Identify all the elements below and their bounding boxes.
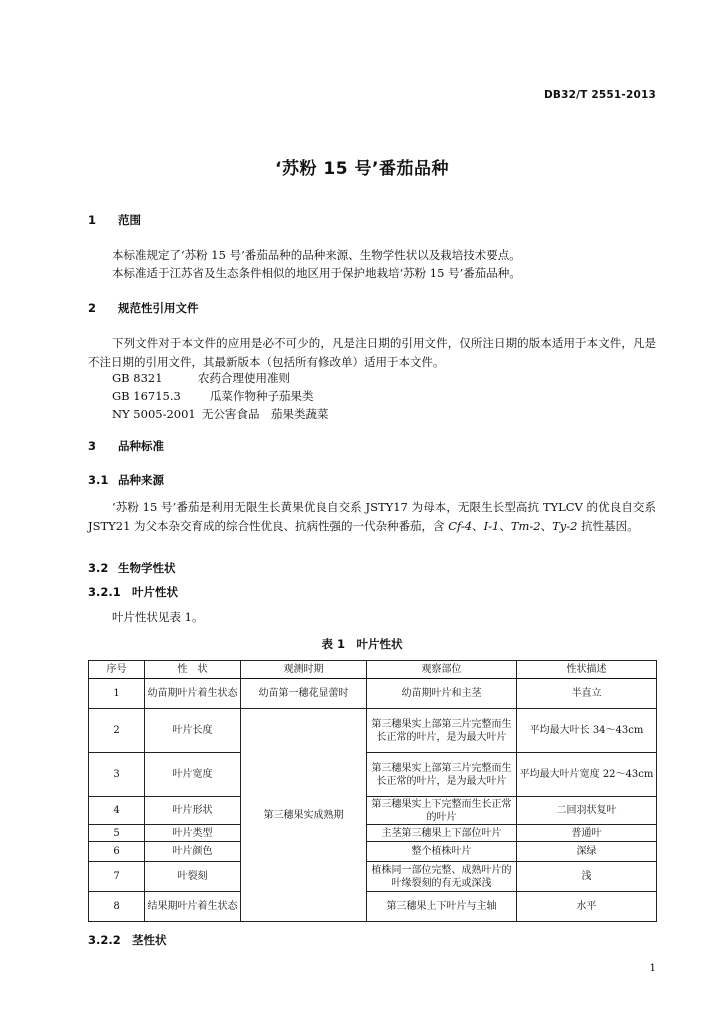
cell-description: 二回羽状复叶 <box>517 797 657 825</box>
section-title: 品种来源 <box>118 473 164 487</box>
section-number: 3.2 <box>88 561 109 575</box>
cell-number: 8 <box>89 892 145 922</box>
page-number: 1 <box>649 962 656 974</box>
cell-trait: 叶片形状 <box>145 797 241 825</box>
gene-name: Ty-2 <box>552 519 578 533</box>
cell-number: 5 <box>89 825 145 842</box>
cell-description: 平均最大叶长 34～43cm <box>517 709 657 753</box>
cell-number: 4 <box>89 797 145 825</box>
section-number: 2 <box>88 301 97 315</box>
table-caption: 表 1 叶片性状 <box>321 637 403 651</box>
reference-code: NY 5005-2001 <box>112 407 196 421</box>
section-1-paragraph-1: 本标准规定了‘苏粉 15 号’番茄品种的品种来源、生物学性状以及栽培技术要点。 <box>112 248 521 262</box>
section-number: 3 <box>88 439 97 453</box>
cell-part: 幼苗期叶片和主茎 <box>367 679 517 709</box>
cell-description: 普通叶 <box>517 825 657 842</box>
section-title: 规范性引用文件 <box>118 301 199 315</box>
table-row <box>89 842 657 862</box>
table-row <box>89 797 657 825</box>
section-title: 叶片性状 <box>132 585 178 599</box>
cell-period: 幼苗第一穗花显蕾时 <box>241 679 367 709</box>
cell-part: 主茎第三穗果上下部位叶片 <box>367 825 517 842</box>
column-header: 观察部位 <box>367 661 517 679</box>
section-title: 生物学性状 <box>118 561 176 575</box>
document-title: ‘苏粉 15 号’番茄品种 <box>275 159 449 179</box>
section-2-intro: 下列文件对于本文件的应用是必不可少的，凡是注日期的引用文件，仅所注日期的版本适用于本文件，凡是不注日期的引用文件，其最新版本（包括所有修改单）适用于本文件。 <box>88 336 656 369</box>
column-header: 观测时期 <box>241 661 367 679</box>
variety-origin-text: ‘苏粉 15 号’番茄是利用无限生长黄果优良自交系 JSTY17 为母本，无限生长型高抗 TYLCV 的优良自交系 JSTY21 为父本杂交育成的综合性优良、抗病性强的一代杂种番茄，含 <box>88 500 656 533</box>
reference-title: 无公害食品 茄果类蔬菜 <box>202 407 329 421</box>
separator: 、 <box>499 519 511 533</box>
cell-trait: 叶片类型 <box>145 825 241 842</box>
section-3-2-1-heading <box>88 584 178 600</box>
reference-item <box>112 388 314 404</box>
cell-trait: 叶裂刻 <box>145 862 241 892</box>
cell-part: 第三穗果实上部第三片完整而生长正常的叶片，是为最大叶片 <box>367 753 517 797</box>
cell-trait: 结果期叶片着生状态 <box>145 892 241 922</box>
column-header: 性 状 <box>145 661 241 679</box>
cell-number: 6 <box>89 842 145 862</box>
section-3-heading <box>88 438 164 454</box>
section-1-heading <box>88 212 141 228</box>
section-number: 3.2.2 <box>88 933 121 947</box>
column-header: 序号 <box>89 661 145 679</box>
section-number: 3.1 <box>88 473 109 487</box>
table-reference-text: 叶片性状见表 1。 <box>112 610 204 624</box>
cell-number: 3 <box>89 753 145 797</box>
table-row <box>89 892 657 922</box>
section-title: 范围 <box>118 213 141 227</box>
reference-code: GB 16715.3 <box>112 389 181 403</box>
section-3-2-heading <box>88 560 176 576</box>
variety-origin-paragraph <box>88 498 656 536</box>
table-row <box>89 753 657 797</box>
cell-description: 浅 <box>517 862 657 892</box>
section-2-heading <box>88 300 199 316</box>
section-1-paragraph-2: 本标准适于江苏省及生态条件相似的地区用于保护地栽培‘苏粉 15 号’番茄品种。 <box>112 266 521 280</box>
separator: 、 <box>540 519 553 533</box>
reference-item <box>112 370 290 386</box>
table-row <box>89 709 657 753</box>
reference-item <box>112 406 329 422</box>
leaf-traits-table <box>88 660 657 922</box>
table-row <box>89 679 657 709</box>
cell-trait: 幼苗期叶片着生状态 <box>145 679 241 709</box>
cell-trait: 叶片宽度 <box>145 753 241 797</box>
document-code: DB32/T 2551-2013 <box>544 89 656 101</box>
section-number: 1 <box>88 213 97 227</box>
cell-part: 整个植株叶片 <box>367 842 517 862</box>
cell-part: 第三穗果上下叶片与主轴 <box>367 892 517 922</box>
variety-origin-text-end: 抗性基因。 <box>577 519 639 533</box>
cell-number: 1 <box>89 679 145 709</box>
reference-code: GB 8321 <box>112 371 163 385</box>
cell-trait: 叶片长度 <box>145 709 241 753</box>
section-number: 3.2.1 <box>88 585 121 599</box>
section-3-1-heading <box>88 472 164 488</box>
cell-part: 第三穗果实上下完整而生长正常的叶片 <box>367 797 517 825</box>
cell-description: 深绿 <box>517 842 657 862</box>
section-3-2-2-heading <box>88 932 167 948</box>
table-row <box>89 862 657 892</box>
cell-number: 2 <box>89 709 145 753</box>
cell-trait: 叶片颜色 <box>145 842 241 862</box>
reference-title: 瓜菜作物种子茄果类 <box>210 389 314 403</box>
column-header: 性状描述 <box>517 661 657 679</box>
section-title: 茎性状 <box>132 933 167 947</box>
reference-title: 农药合理使用准则 <box>198 371 290 385</box>
section-title: 品种标准 <box>118 439 164 453</box>
cell-period: 第三穗果实成熟期 <box>241 709 367 922</box>
cell-description: 平均最大叶片宽度 22～43cm <box>517 753 657 797</box>
cell-description: 半直立 <box>517 679 657 709</box>
separator: 、 <box>472 519 484 533</box>
gene-name: Tm-2 <box>510 519 541 533</box>
cell-number: 7 <box>89 862 145 892</box>
table-row <box>89 825 657 842</box>
gene-name: Cf-4 <box>448 519 473 533</box>
cell-part: 第三穗果实上部第三片完整而生长正常的叶片，是为最大叶片 <box>367 709 517 753</box>
cell-part: 植株同一部位完整、成熟叶片的叶缘裂刻的有无或深浅 <box>367 862 517 892</box>
cell-description: 水平 <box>517 892 657 922</box>
gene-name: I-1 <box>483 519 500 533</box>
